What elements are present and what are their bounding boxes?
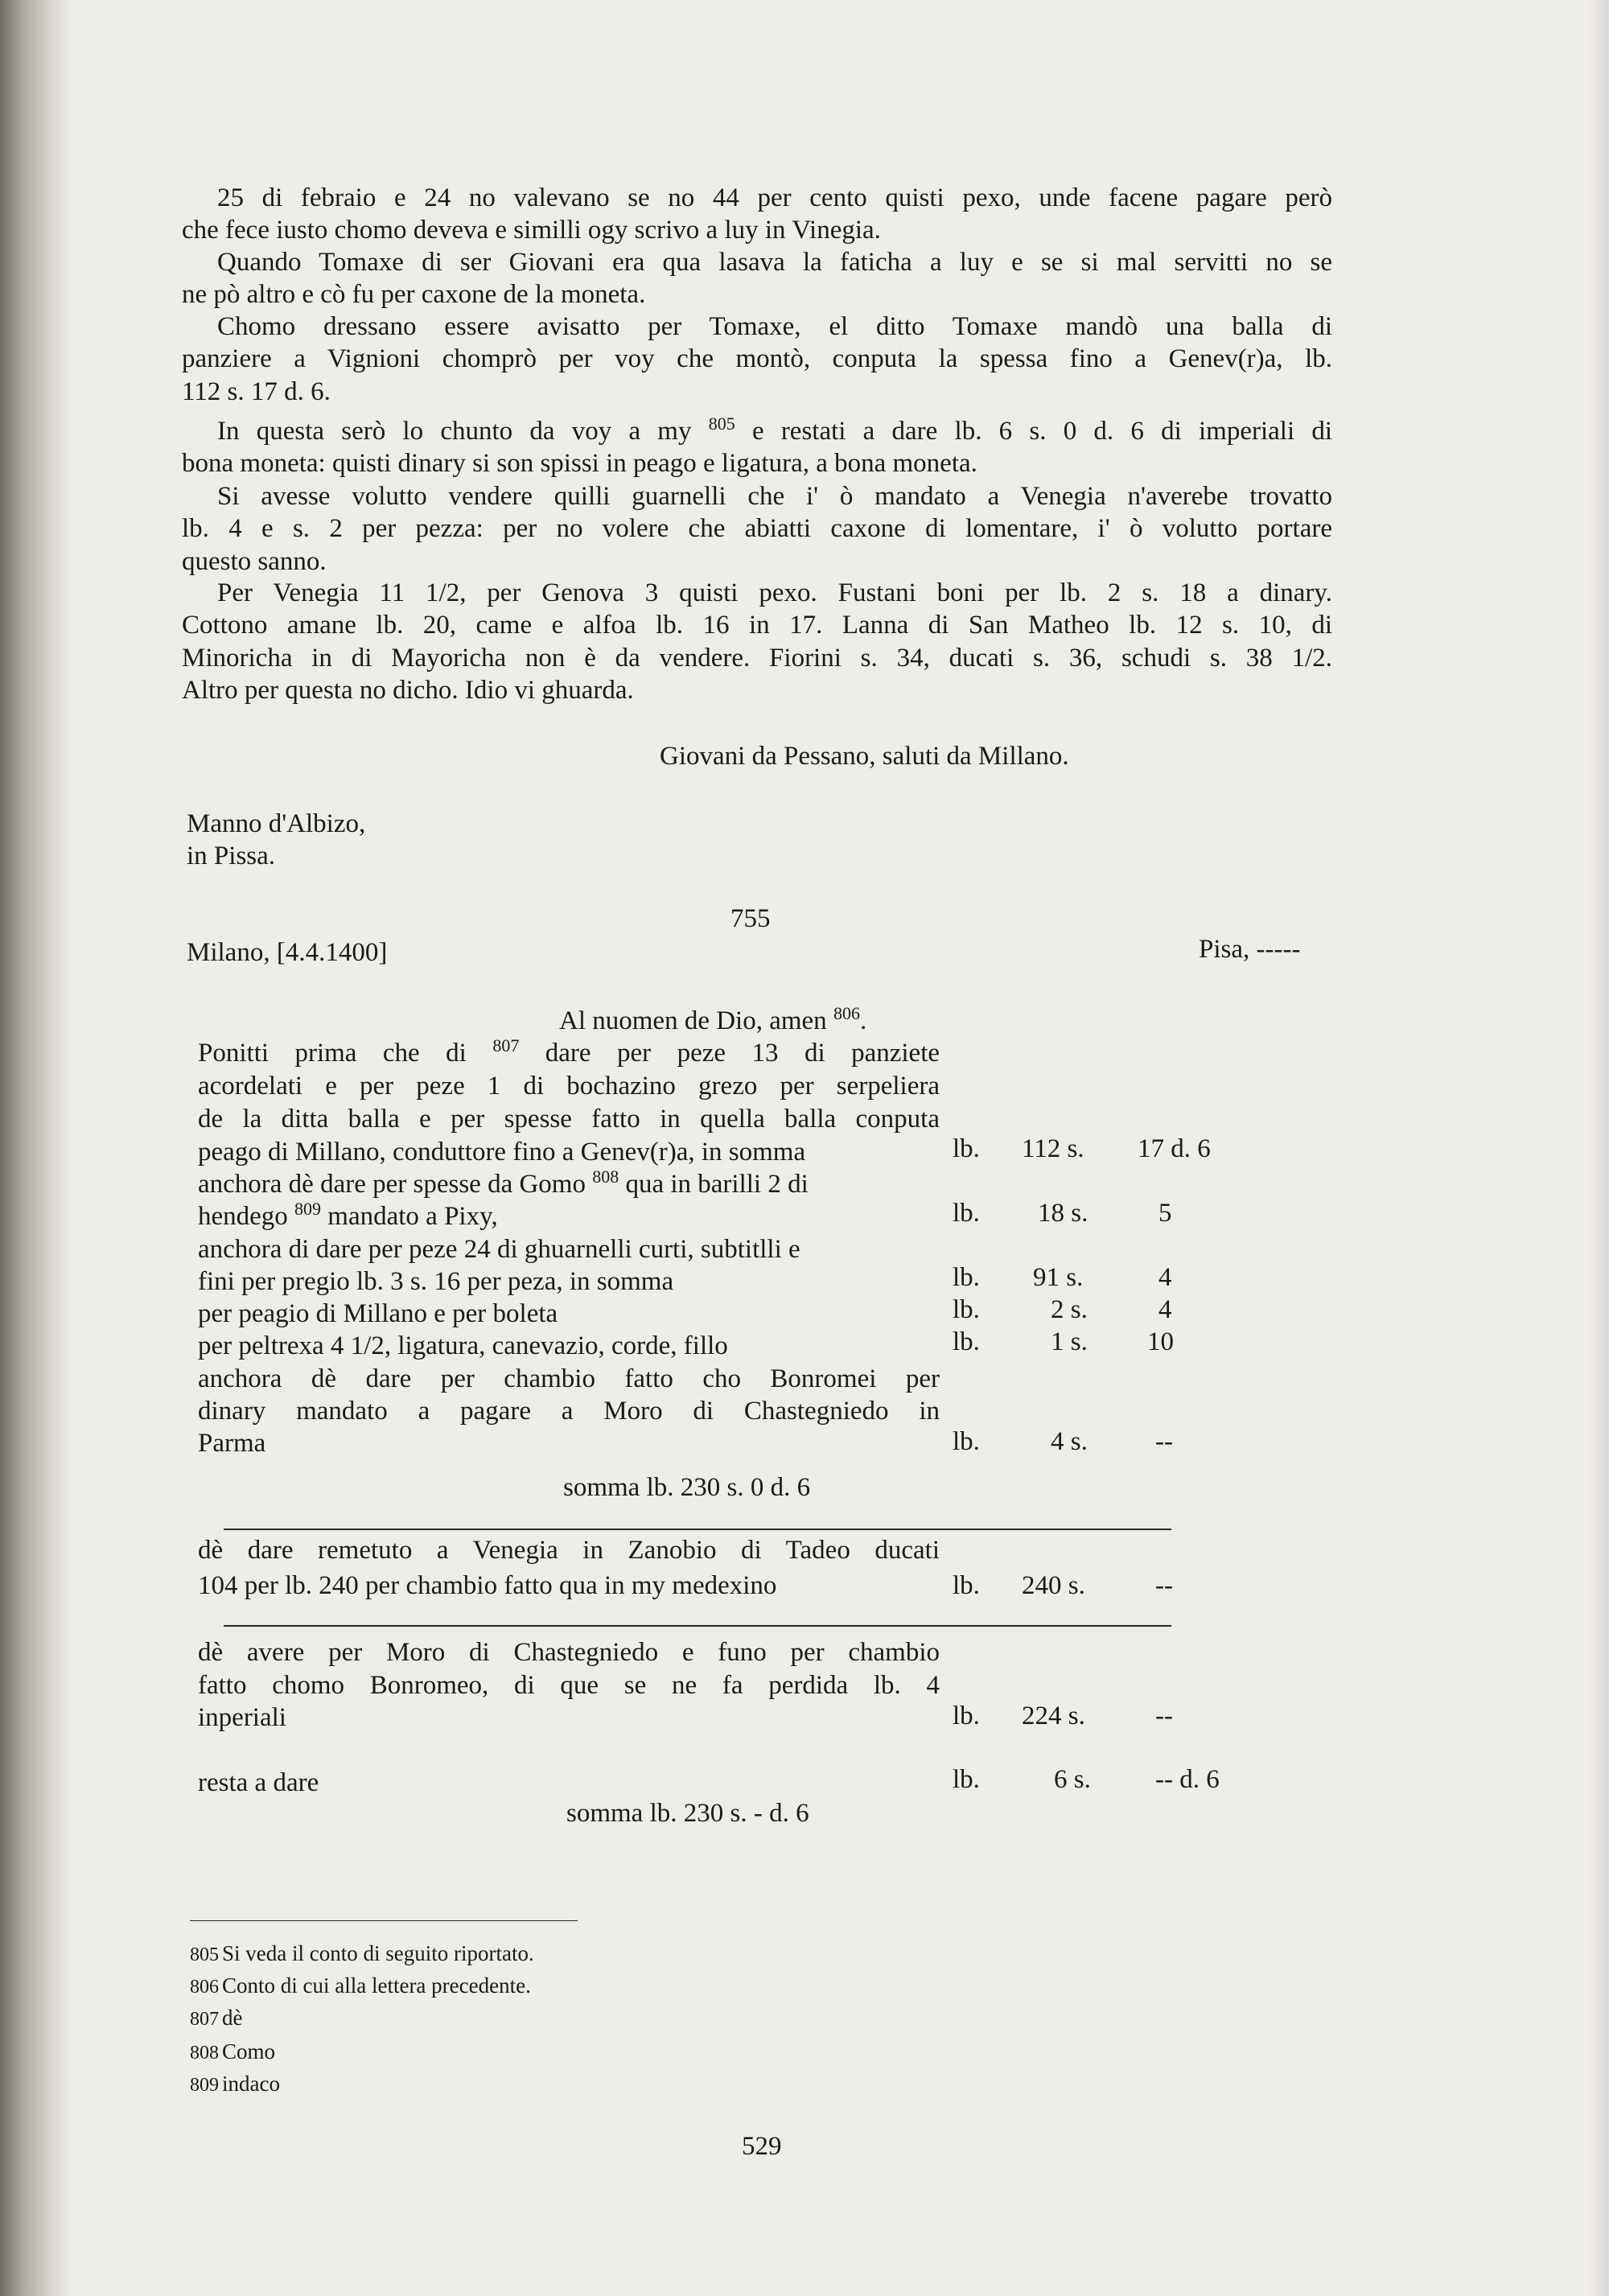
signature: Giovani da Pessano, saluti da Millano. [660,742,1069,771]
address-line: Manno d'Albizo, [187,809,366,838]
amount-s: 2 s. [1051,1295,1088,1324]
account-line: acordelati e per peze 1 di bochazino grezo per serpeliera [198,1072,940,1101]
amount-d: 4 [1158,1263,1172,1292]
amount-d: -- [1155,1571,1173,1600]
account-line: per peltrexa 4 1/2, ligatura, canevazio, corde, fillo [198,1331,728,1360]
footnote-ref: 807 [492,1035,520,1055]
amount-lb: lb. [953,1199,980,1228]
amount-s: 91 s. [1033,1263,1084,1292]
footnote-number: 805 [190,1944,219,1965]
footnote-number: 807 [190,2009,219,2030]
amount-d: -- [1155,1427,1173,1456]
paragraph-line: questo sanno. [182,546,327,576]
footnote-number: 806 [190,1977,219,1998]
amount-lb: lb. [953,1327,980,1356]
remittance-line: dè dare remetuto a Venegia in Zanobio di Tadeo ducati [198,1536,940,1565]
footnote-text: Como [222,2039,276,2064]
amount-d: 4 [1158,1295,1172,1324]
footnote [190,1973,531,1998]
footnote-text: dè [222,2006,243,2030]
footnote-ref: 808 [592,1167,619,1187]
paragraph-line: Cottono amane lb. 20, came e alfoa lb. 16 in 17. Lanna di San Matheo lb. 12 s. 10, di [182,611,1332,640]
amount-lb: lb. [953,1263,980,1292]
amount-s: 1 s. [1051,1327,1088,1356]
amount-s: 4 s. [1051,1427,1088,1456]
account-line: peago di Millano, conduttore fino a Genev(r)a, in somma [198,1138,806,1167]
amount-lb: lb. [953,1134,980,1163]
account-total: somma lb. 230 s. - d. 6 [566,1799,809,1828]
paragraph-line: panziere a Vignioni chomprò per voy che montò, conputa la spessa fino a Genev(r)a, lb. [182,344,1332,374]
account-line: dinary mandato a pagare a Moro di Chastegniedo in [198,1397,940,1426]
account-line: Parma [198,1429,266,1458]
paragraph-line: 25 di febraio e 24 no valevano se no 44 per cento quisti pexo, unde facene pagare però [217,183,1332,212]
account-line: fini per pregio lb. 3 s. 16 per peza, in somma [198,1267,674,1296]
account-line: anchora di dare per peze 24 di ghuarnelli curti, subtitlli e [198,1235,800,1264]
paragraph-line: lb. 4 e s. 2 per pezza: per no volere che abiatti caxone di lomentare, i' ò volutto portare [182,514,1332,544]
origin-date: Milano, [4.4.1400] [187,938,388,967]
footnote-text: Conto di cui alla lettera precedente. [222,1973,531,1998]
amount-s: 240 s. [1022,1571,1085,1600]
credit-line: fatto chomo Bonromeo, di que se ne fa perdida lb. 4 [198,1671,940,1700]
footnote-ref: 805 [708,414,735,434]
amount-s: 6 s. [1054,1765,1091,1794]
footnote-number: 808 [190,2043,219,2064]
paragraph-line: Chomo dressano essere avisatto per Tomaxe, el ditto Tomaxe mandò una balla di [217,312,1332,341]
paragraph-line: Per Venegia 11 1/2, per Genova 3 quisti pexo. Fustani boni per lb. 2 s. 18 a dinary. [217,578,1332,607]
account-line: anchora dè dare per chambio fatto cho Bonromei per [198,1364,940,1393]
amount-d: 10 [1147,1327,1174,1356]
account-line: hendego $^{809}$ mandato a Pixy, [198,1199,498,1231]
footnote [190,2005,242,2031]
balance-label: resta a dare [198,1768,319,1797]
amount-d: -- [1155,1701,1173,1730]
paragraph-line: che fece iusto chomo deveva e similli ogy scrivo a luy in Vinegia. [182,216,881,245]
account-line: per peagio di Millano e per boleta [198,1299,558,1328]
divider [224,1625,1171,1627]
page-number: 529 [742,2132,782,2161]
amount-lb: lb. [953,1295,980,1324]
account-total: somma lb. 230 s. 0 d. 6 [563,1473,811,1502]
paragraph-line: Si avesse volutto vendere quilli guarnelli che i' ò mandato a Venegia n'averebe trovatto [217,482,1332,511]
destination: Pisa, ----- [1199,935,1301,964]
amount-lb: lb. [953,1427,980,1456]
paragraph-line: Minoricha in di Mayoricha non è da vendere. Fiorini s. 34, ducati s. 36, schudi s. 38 1/2. [182,643,1332,673]
divider [224,1529,1171,1530]
amount-lb: lb. [953,1571,980,1600]
paragraph-line: bona moneta: quisti dinary si son spissi in peago e ligatura, a bona moneta. [182,449,977,479]
footnote-text: indaco [222,2072,280,2096]
amount-s: 112 s. [1022,1134,1084,1163]
credit-line: inperiali [198,1703,286,1732]
account-line: Ponitti prima che di $^{807}$ dare per peze 13 di panziete [198,1035,940,1068]
footnote-ref: 809 [294,1199,322,1219]
paragraph-line: Quando Tomaxe di ser Giovani era qua lasava la faticha a luy e se si mal servitti no se [217,248,1332,277]
credit-line: dè avere per Moro di Chastegniedo e funo per chambio [198,1638,940,1667]
footnote [190,2071,280,2096]
amount-s: 224 s. [1022,1701,1085,1730]
paragraph-line: ne pò altro e cò fu per caxone de la moneta. [182,280,646,310]
amount-d: 17 d. 6 [1138,1134,1211,1163]
address-line: in Pissa. [187,841,276,870]
paragraph-line: 112 s. 17 d. 6. [182,376,331,406]
footnote-text: Si veda il conto di seguito riportato. [222,1941,534,1965]
footnote-rule [190,1920,578,1921]
amount-lb: lb. [953,1701,980,1730]
amount-d: -- d. 6 [1155,1765,1220,1794]
amount-lb: lb. [953,1765,980,1794]
footnote [190,2039,275,2064]
paragraph-line: Altro per questa no dicho. Idio vi ghuarda. [182,675,634,705]
footnote-ref: 806 [833,1003,860,1023]
footnote [190,1940,534,1966]
amount-d: 5 [1158,1199,1172,1228]
footnote-number: 809 [190,2075,219,2096]
letter-number: 755 [730,904,771,933]
amount-s: 18 s. [1038,1199,1088,1228]
account-line: de la ditta balla e per spesse fatto in quella balla conputa [198,1105,940,1134]
paragraph-line: In questa serò lo chunto da voy a my $^{805}$ e restati a dare lb. 6 s. 0 d. 6 di imperiali di [217,414,1333,446]
account-heading: Al nuomen de Dio, amen $^{806}$. [559,1003,867,1035]
remittance-line: 104 per lb. 240 per chambio fatto qua in my medexino [198,1571,777,1600]
account-line: anchora dè dare per spesse da Gomo $^{808}$ qua in barilli 2 di [198,1167,809,1199]
